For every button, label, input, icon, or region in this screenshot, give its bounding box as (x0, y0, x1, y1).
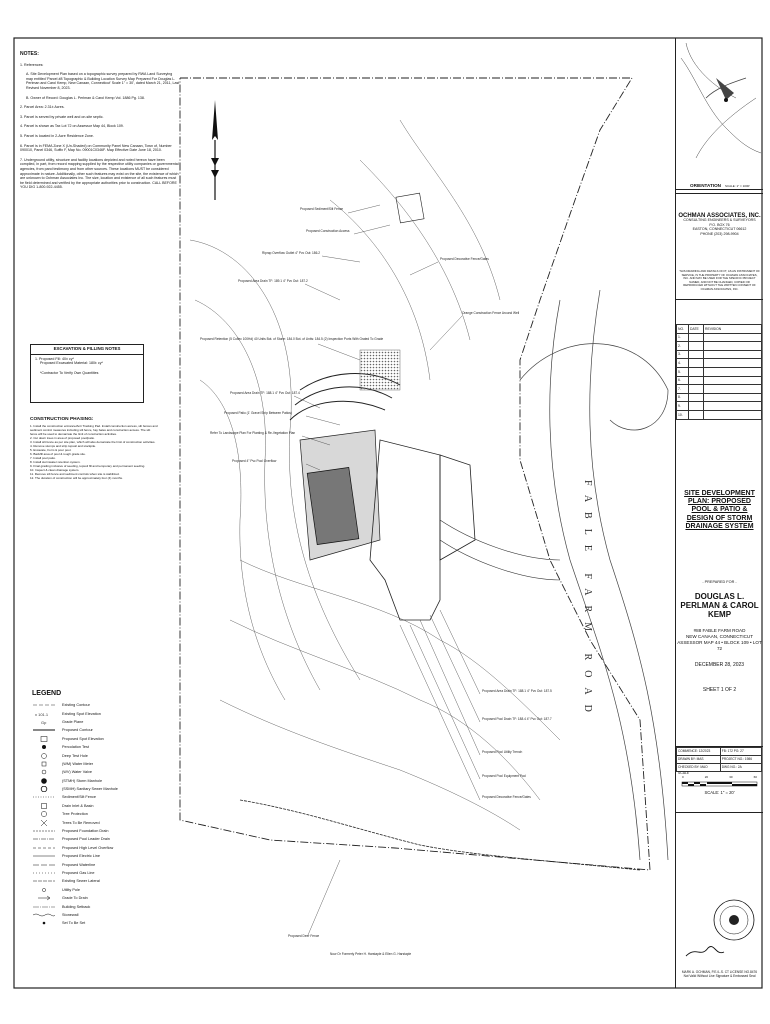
rev-number: 4. (677, 359, 689, 368)
legend-symbol-icon (32, 886, 56, 893)
project-title: SITE DEVELOPMENT PLAN: PROPOSED POOL & PATIO & DESIGN OF STORM DRAINAGE SYSTEM (684, 490, 755, 530)
north-arrow-icon (211, 100, 219, 200)
meta-cell: DWG NO.: 2A (720, 764, 761, 772)
firm-name: OCHMAN ASSOCIATES, INC. (678, 213, 761, 219)
callout-fence-gates-2: Proposed Decorative Fence/Gates (482, 795, 531, 799)
legend-item (32, 777, 172, 785)
locus-map-icon (676, 38, 763, 178)
legend (32, 690, 172, 928)
note-item: 7. Underground utility, structure and facility locations depicted and noted hereon have been compiled, in part, from record mapping supplied by the respective utility companies or governmental agencies, from parol testimony and from other sources. These locations MUST be considered approximate in nature. Additionally, other such features may exist on the site, the existence of which are unknown to Ochman Associates Inc. The size, location and existence of all such features must be field determined and verified by the appropriate authorities prior to construction. CALL BEFORE YOU DIG 1-800-922-4455. (20, 157, 179, 190)
legend-label: Trees To Be Removed (62, 820, 100, 825)
legend-item (32, 877, 172, 885)
legend-label: Grade To Drain (62, 896, 88, 901)
project-meta (676, 746, 763, 772)
legend-symbol-icon (32, 895, 56, 902)
legend-label: Drain Inlet & Basin (62, 803, 94, 808)
legend-item (32, 785, 172, 793)
callout-utility-trench: Proposed Pool Utility Trench (482, 750, 523, 754)
legend-item (32, 726, 172, 734)
note-item: 4. Parcel is shown as Tax Lot 72 on Assessor Map 44, Block 109. (20, 124, 124, 129)
excavation-line: Proposed Excavated Material: 180± cy* (40, 361, 103, 366)
phase-item: 5. Excavate, Form & pour pool. (30, 448, 72, 452)
rev-header: REVISION (704, 325, 762, 334)
callout-deer-fence: Proposed Deer Fence (288, 934, 320, 938)
orientation-label: ORIENTATION (690, 183, 721, 188)
property-boundary (180, 78, 650, 870)
legend-label: (SSMH) Sanitary Sewer Manhole (62, 787, 118, 792)
abutter-label: Now Or Formerly Peter H. Harstaple & Ellen G. Harstaple (330, 952, 412, 956)
legend-label: Grade Plane (62, 719, 84, 724)
legend-item (32, 835, 172, 843)
legend-label: Proposed Waterline (62, 862, 96, 867)
legend-item (32, 701, 172, 709)
legend-label: Utility Pole (62, 887, 80, 892)
revision-table (676, 324, 763, 420)
legend-item (32, 902, 172, 910)
callout-area-drain-2: Proposed Area Drain TF: 188.1 4" Pvc Out: 187.4 (230, 391, 300, 395)
excavation-title: EXCAVATION & FILLING NOTES (31, 345, 143, 355)
note-item: 6. Parcel is in FEMA Zone X (Un-Shaded) on Community Panel New Canaan, Town of, Number 090010, Panel 0346, Suffix F, Map No. 09001C0346F. Map Effective Date June 18, 2010. (20, 143, 172, 153)
legend-item (32, 886, 172, 894)
notes-section (20, 52, 180, 195)
rev-number: 10. (677, 410, 689, 419)
address-line: NEW CANAAN, CONNECTICUT (685, 634, 754, 639)
address-line: #88 FABLE FARM ROAD (693, 628, 746, 633)
prepared-for: - PREPARED FOR - (702, 580, 737, 584)
meta-cell: COMMENCE: 12/2023 (677, 748, 721, 756)
road-edge-east (590, 290, 668, 860)
note-item: 1. References: (20, 62, 44, 67)
legend-label: Proposed Spot Elevation (62, 736, 104, 741)
callout-pool-overflow: Proposed 4" Pvc Pool Overflow (232, 459, 277, 463)
legend-label: Sediment/Silt Fence (62, 795, 96, 800)
disclaimer: THIS DRAWING AND DETAILS ON IT, AS AN INSTRUMENT OF SERVICE, IS THE PROPERTY OF OCHMAN ASSOCIATES, INC. AND MAY BE USED FOR THE SPECIFIC PROJECT NAMED, AND NOT BE CHANGED, COPIED OR REPRODUCED WITHOUT THE WRITTEN CONSENT OF OCHMAN ASSOCIATES, INC. (676, 270, 763, 300)
scale-label: SCALE (678, 771, 690, 775)
callout-silt-fence: Proposed Sediment/Silt Fence (300, 207, 344, 211)
note-item: B. Owner of Record: Douglas L. Perlman & Carol Kemp Vol. 1886 Pg. 138. (26, 95, 145, 100)
rev-number: 8. (677, 393, 689, 402)
assessor-line: ASSESSOR MAP 44 • BLOCK 109 • LOT 72 (677, 640, 762, 651)
legend-item (32, 869, 172, 877)
legend-symbol-icon (32, 702, 56, 709)
legend-item (32, 844, 172, 852)
rev-number: 2. (677, 342, 689, 351)
phase-item: 10. Inspect & clean drainage system. (30, 468, 80, 472)
legend-label: Tree Protection (62, 812, 88, 817)
phase-item: 4. Remove stumps and strip topsoil and stockpile. (30, 444, 97, 448)
legend-symbol-icon (32, 727, 56, 734)
legend-label: Proposed Contour (62, 728, 93, 733)
legend-label: Proposed Pool Leader Drain (62, 837, 110, 842)
legend-symbol-icon (32, 828, 56, 835)
legend-symbol-icon (32, 819, 56, 826)
legend-symbol-icon (32, 861, 56, 868)
legend-symbol-icon (32, 870, 56, 877)
notes-title: NOTES: (20, 51, 39, 57)
legend-item (32, 860, 172, 868)
title-block (675, 38, 763, 988)
svg-text:Gp: Gp (41, 719, 47, 725)
rev-number: 7. (677, 385, 689, 394)
legend-label: Proposed Electric Line (62, 854, 100, 859)
firm-line: CONSULTING ENGINEERS & SURVEYORS (683, 218, 756, 223)
construction-phasing (30, 418, 158, 480)
callout-area-drain-1: Proposed Area Drain TF: 189.1 4" Pvc Out: 187.2 (238, 279, 308, 283)
legend-label: (WV) Water Valve (62, 770, 92, 775)
legend-symbol-icon (32, 836, 56, 843)
road-label: FABLE FARM ROAD (582, 480, 593, 722)
legend-item (32, 919, 172, 927)
callout-leaders (294, 205, 480, 935)
legend-label: (WM) Water Meter (62, 761, 94, 766)
legend-label: Deep Test Hole (62, 753, 88, 758)
legend-symbol-icon (32, 760, 56, 767)
callout-construction-access: Proposed Construction Access (306, 229, 350, 233)
legend-symbol-icon (32, 911, 56, 918)
phase-item: 11. Remove silt fence and sediment controls when site is stabilized. (30, 472, 120, 476)
legend-item (32, 793, 172, 801)
scale-bar-graphic (676, 780, 763, 790)
legend-item (32, 827, 172, 835)
plan-date: DECEMBER 28, 2023 (694, 662, 745, 668)
legend-symbol-icon (32, 844, 56, 851)
legend-label: Existing Spot Elevation (62, 711, 101, 716)
scale-tick: 0 (682, 775, 684, 780)
legend-symbol-icon (32, 878, 56, 885)
legend-item (32, 894, 172, 902)
legend-label: Existing Contour (62, 703, 90, 708)
meta-cell: CHECKED BY: MAO (677, 764, 721, 772)
legend-symbol-icon (32, 718, 56, 725)
phase-item: 8. Install stormwater retention system. (30, 460, 81, 464)
legend-symbol-icon (32, 920, 56, 927)
phase-item: 3. Install silt fence as per site plan, which will also demarcate the limit of construction activities. (30, 440, 156, 444)
excavation-line: *Contractor To Verify Own Quantities (40, 370, 99, 375)
legend-label: Existing Sewer Lateral (62, 879, 100, 884)
callout-retention: Proposed Retention (5 Cultec 100Hd) 40 Units Bot. of Stone: 184.0 Bot. of Units: 184.5 (2) Inspection Ports With Grated To Grade (200, 337, 384, 341)
scale-tick: 20 (704, 775, 709, 780)
legend-symbol-icon (32, 802, 56, 809)
note-item: A. Site Development Plan based on a topographic survey prepared by RWA Land Surveying map entitled 'Parcel #8 Topographic & Building Location Survey Map Prepared For Douglas L. Perlman and Carol Kemp, New Canaan, Connecticut' Scale 1" = 30', dated March 21, 2011, Last Revised November 8, 2023. (26, 72, 180, 90)
phase-item: 2. Cut down trees in area of proposed pool/patio. (30, 436, 95, 440)
legend-item (32, 802, 172, 810)
legend-symbol-icon (32, 794, 56, 801)
legend-symbol-icon (32, 777, 56, 784)
legend-label: Percolation Test (62, 745, 89, 750)
legend-symbol-icon (32, 769, 56, 776)
scale-text: SCALE: 1" = 20' (704, 790, 735, 796)
scale-tick: 30 (729, 775, 733, 780)
scale-bar (676, 771, 763, 813)
client-name: DOUGLAS L. PERLMAN & CAROL KEMP (680, 592, 759, 619)
existing-house (370, 440, 475, 620)
excavation-line: 1. Proposed Fill: 40± cy* (35, 356, 74, 361)
legend-label: Stonewall (62, 912, 79, 917)
orientation-map (676, 38, 763, 190)
scale-tick: 60 (753, 775, 757, 780)
rev-number: 5. (677, 367, 689, 376)
legend-label: Building Setback (62, 904, 91, 909)
signature-icon (686, 946, 724, 956)
phase-item: 12. The duration of construction will be approximately four (4) months. (30, 476, 123, 480)
legend-symbol-icon (32, 853, 56, 860)
sheet-number: SHEET 1 OF 2 (702, 687, 737, 693)
legend-item (32, 718, 172, 726)
proposed-pool-patio (290, 374, 400, 560)
firm-line: EASTON, CONNECTICUT 06612 (692, 227, 747, 232)
stonewall (240, 800, 640, 870)
legend-symbol-icon (32, 744, 56, 751)
meta-cell: FB: 172 PG: 27 (720, 748, 761, 756)
callout-area-drain-3: Proposed Area Drain TF: 188.1 4" Pvc Out: 187.5 (482, 689, 552, 693)
legend-item (32, 818, 172, 826)
note-item: 5. Parcel is located in 2-Acre Residence Zone. (20, 133, 94, 138)
phase-item: 9. Final grading inclusive of seeding, topsoil fill and temporary and permanent seeding. (30, 464, 146, 468)
retention-system (360, 350, 400, 390)
legend-label: Proposed Gas Line (62, 871, 95, 875)
meta-cell: PROJECT NO.: 1986 (720, 756, 761, 764)
svg-text:x 101.1: x 101.1 (35, 711, 49, 717)
legend-item (32, 751, 172, 759)
legend-item (32, 852, 172, 860)
firm-line: PHONE (203) 298-9904 (700, 231, 739, 236)
rev-header: NO. (677, 325, 689, 334)
rev-number: 1. (677, 333, 689, 342)
legend-item (32, 768, 172, 776)
legend-item (32, 709, 172, 717)
rev-number: 6. (677, 376, 689, 385)
legend-symbol-icon (32, 710, 56, 717)
signature-line: MARK A. OCHMAN, P.E./L.S. CT LICENSE NO.8476 (681, 970, 758, 974)
phase-item: 7. Install pool patio. (30, 456, 56, 460)
phasing-title: CONSTRUCTION PHASING: (30, 417, 94, 422)
legend-item (32, 810, 172, 818)
callout-orange-fence: Orange Construction Fence Around Well (462, 311, 520, 315)
legend-symbol-icon (32, 811, 56, 818)
rev-header: DATE (689, 325, 704, 334)
rev-number: 9. (677, 402, 689, 411)
legend-title: LEGEND (32, 690, 62, 697)
callout-equipment-pad: Proposed Pool Equipment Pad (482, 774, 526, 778)
note-item: 2. Parcel Area: 2.31± Acres. (20, 105, 65, 110)
callout-patio: Proposed Patio (1' Gravel Strip Between Patios) (224, 411, 292, 415)
signature-note: Not Valid Without Live Signature & Embossed Seal (683, 974, 756, 978)
legend-symbol-icon (32, 752, 56, 759)
callout-riprap: Riprap Overflow Outlet 4" Pvc Out: 186.2 (262, 251, 321, 255)
phase-item: 1. Install the construction entrance/Anti Tracking Pad. Install construction access, silt fences and sediment control measures including silt fence, hay bales and construction access. The silt fence will be used to demarcate the limit of construction activities. (30, 424, 158, 436)
firm-line: P.O. BOX 76 (709, 222, 730, 227)
orientation-scale: SCALE: 1" = 1000' (724, 184, 750, 188)
shed (396, 193, 424, 223)
legend-label: Set To Be Set (62, 921, 86, 926)
legend-label: Proposed High Level Overflow (62, 845, 114, 850)
road-edge-west (550, 300, 640, 860)
rev-number: 3. (677, 350, 689, 359)
cul-de-sac (520, 344, 668, 430)
legend-item (32, 911, 172, 919)
legend-symbol-icon (32, 786, 56, 793)
callout-pool-drain: Proposed Pool Drain TF: 188.4 4" Pvc Out: 187.7 (482, 717, 552, 721)
callout-fence-gates: Proposed Decorative Fence/Gates (440, 257, 489, 261)
note-item: 3. Parcel is served by private well and on-site septic. (20, 114, 104, 119)
professional-seal-icon (676, 886, 763, 966)
legend-label: Proposed Foundation Drain (62, 829, 109, 834)
excavation-notes-box (30, 344, 144, 403)
meta-cell: DRAWN BY: MAS (677, 756, 721, 764)
legend-item (32, 735, 172, 743)
phase-item: 6. Backfill area of pool & rough grade site. (30, 452, 86, 456)
legend-label: (STMH) Storm Manhole (62, 778, 103, 783)
legend-item (32, 760, 172, 768)
callout-landscape: Refer To Landscape Plan For Planting & Re-Vegetation Plan (210, 431, 296, 435)
legend-symbol-icon (32, 903, 56, 910)
legend-symbol-icon (32, 735, 56, 742)
legend-item (32, 743, 172, 751)
